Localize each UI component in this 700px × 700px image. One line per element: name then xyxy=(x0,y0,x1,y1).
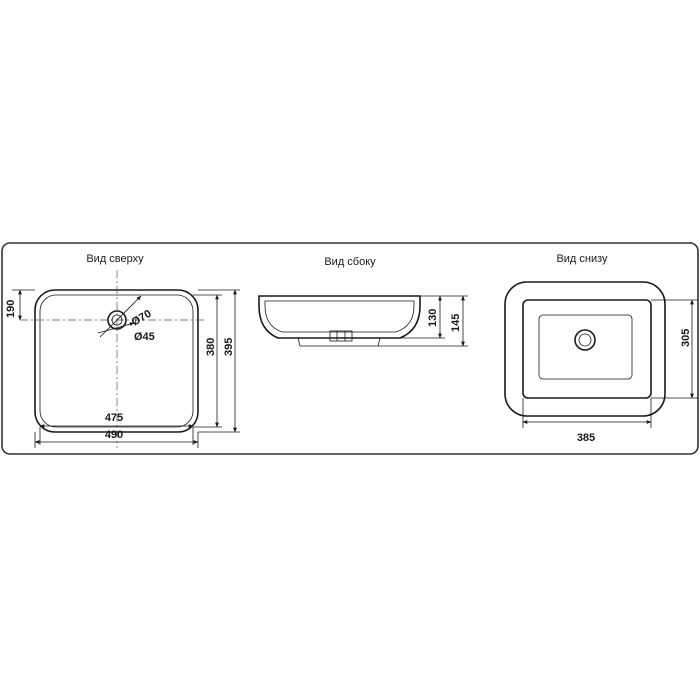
dim-145-label: 145 xyxy=(450,313,462,332)
dim-385-label: 385 xyxy=(576,432,596,444)
side-view-inner xyxy=(265,301,414,332)
drain-outer-diameter-label: Ø70 xyxy=(129,307,154,329)
dim-395-label: 395 xyxy=(223,337,235,356)
side-view-drain xyxy=(330,331,352,341)
dim-190-label: 190 xyxy=(5,299,17,318)
bottom-view xyxy=(505,253,698,444)
dim-490-label: 490 xyxy=(104,429,124,441)
bottom-view-title: Вид снизу xyxy=(556,253,608,265)
top-view xyxy=(5,253,240,448)
bottom-drain-inner xyxy=(579,334,591,346)
bottom-drain-outer xyxy=(575,330,595,350)
dim-475-label: 475 xyxy=(104,412,124,424)
drain-inner-diameter-label: Ø45 xyxy=(134,331,155,343)
top-view-title: Вид сверху xyxy=(86,253,144,265)
bottom-view-base xyxy=(539,315,632,379)
dim-380-label: 380 xyxy=(205,337,217,356)
dim-130-label: 130 xyxy=(427,308,439,327)
side-view xyxy=(259,256,468,346)
bottom-view-outer-rim xyxy=(505,282,665,416)
side-view-foot xyxy=(298,338,380,346)
dim-305-label: 305 xyxy=(680,328,692,347)
side-view-title: Вид сбоку xyxy=(324,256,376,268)
